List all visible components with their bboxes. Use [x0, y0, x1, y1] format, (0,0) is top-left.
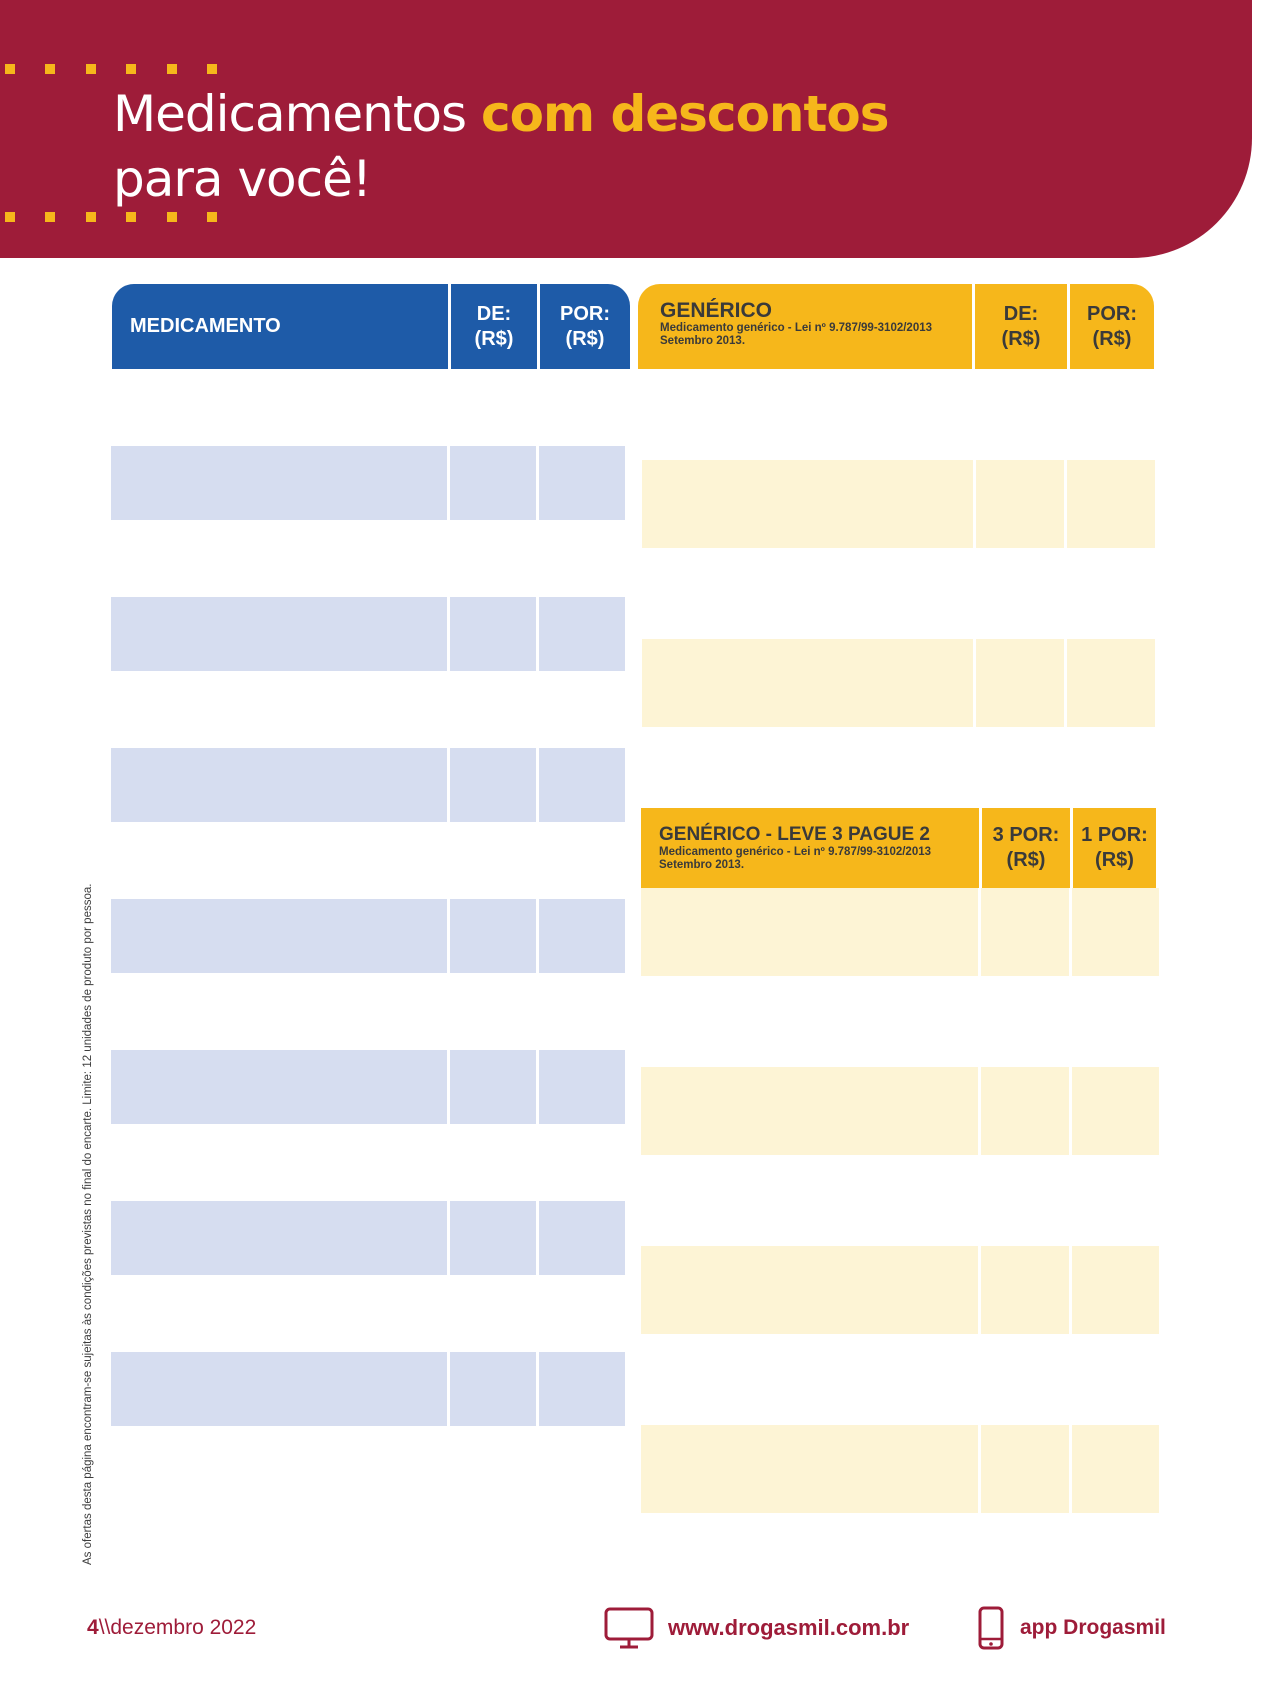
smartphone-icon: [978, 1606, 1004, 1650]
table-cell: [976, 460, 1064, 548]
table-cell: [641, 1246, 978, 1334]
generico-row: [642, 639, 1155, 727]
table-cell: [111, 748, 447, 822]
table-cell: [539, 597, 625, 671]
table-cell: [450, 1352, 536, 1426]
col-de-header: [451, 284, 537, 369]
table-cell: [111, 899, 447, 973]
table-cell: [981, 1067, 1069, 1155]
col-de-currency: (R$): [474, 327, 514, 350]
page-number: 4: [87, 1616, 99, 1639]
promo-row: [641, 1425, 1159, 1513]
table-cell: [539, 1050, 625, 1124]
medicamento-row: [111, 1050, 625, 1124]
monitor-icon: [604, 1607, 654, 1649]
table-cell: [539, 1352, 625, 1426]
table-cell: [1067, 639, 1155, 727]
generico-subtitle-line2: Setembro 2013.: [660, 335, 746, 347]
generico-col-por-currency: (R$): [1092, 327, 1132, 350]
table-cell: [111, 597, 447, 671]
generico-col-por-header: [1070, 284, 1154, 369]
generico-col-de-header: [975, 284, 1067, 369]
medicamento-row: [111, 1352, 625, 1426]
table-cell: [641, 1067, 978, 1155]
title-highlight: com descontos: [480, 85, 889, 143]
side-disclaimer: As ofertas desta página encontram-se sujeitas às condições previstas no final do encarte. Limite: 12 unidades de produto por pessoa.: [82, 883, 94, 1565]
table-cell: [641, 888, 978, 976]
table-cell: [1072, 1425, 1159, 1513]
medicamento-row: [111, 1201, 625, 1275]
generico-col-de-currency: (R$): [1001, 327, 1041, 350]
title-regular: Medicamentos: [113, 85, 481, 143]
medicamento-row: [111, 597, 625, 671]
generico-row: [642, 460, 1155, 548]
promo-col-1por-header: [1073, 808, 1156, 888]
medicamento-table-header: [112, 284, 630, 369]
generico-col-por-label: POR:: [1087, 302, 1137, 325]
promo-col-1por-label: 1 POR:: [1081, 824, 1148, 846]
table-cell: [1067, 460, 1155, 548]
table-cell: [1072, 1246, 1159, 1334]
table-cell: [539, 899, 625, 973]
medicamento-row: [111, 899, 625, 973]
medicamento-row: [111, 446, 625, 520]
footer-date: [87, 1610, 256, 1646]
table-cell: [981, 888, 1069, 976]
table-cell: [981, 1425, 1069, 1513]
medicamento-row: [111, 748, 625, 822]
col-medicamento-label: MEDICAMENTO: [130, 315, 281, 337]
col-medicamento-header: [130, 284, 440, 369]
table-cell: [450, 1050, 536, 1124]
promo-row: [641, 888, 1159, 976]
table-cell: [642, 639, 973, 727]
table-cell: [450, 597, 536, 671]
col-por-header: [540, 284, 630, 369]
table-cell: [1072, 1067, 1159, 1155]
col-por-currency: (R$): [565, 327, 605, 350]
table-cell: [1072, 888, 1159, 976]
decorative-dots-bottom: [0, 212, 230, 222]
app-link[interactable]: app Drogasmil: [1020, 1616, 1166, 1639]
generico-title: GENÉRICO: [660, 299, 773, 322]
title-line2: para você!: [113, 150, 371, 208]
table-cell: [450, 899, 536, 973]
table-cell: [642, 460, 973, 548]
generico-col-de-label: DE:: [1003, 302, 1039, 325]
promo-title: GENÉRICO - LEVE 3 PAGUE 2: [659, 824, 930, 845]
page-title: [113, 82, 889, 212]
table-cell: [450, 748, 536, 822]
issue-date: dezembro 2022: [110, 1616, 257, 1639]
table-cell: [976, 639, 1064, 727]
promo-col-1por-currency: (R$): [1095, 849, 1134, 871]
table-cell: [450, 1201, 536, 1275]
generico-table-header: [638, 284, 1154, 369]
table-cell: [450, 446, 536, 520]
promo-row: [641, 1067, 1159, 1155]
table-cell: [539, 748, 625, 822]
promo-subtitle-line2: Setembro 2013.: [659, 859, 745, 871]
decorative-dots-top: [0, 64, 230, 74]
promo-subtitle-line1: Medicamento genérico - Lei nº 9.787/99-3102/2013: [659, 846, 932, 858]
table-cell: [111, 1352, 447, 1426]
footer-website[interactable]: [604, 1610, 909, 1646]
generico-subtitle-line1: Medicamento genérico - Lei nº 9.787/99-3102/2013: [660, 322, 933, 334]
promo-col-3por-header: [982, 808, 1070, 888]
col-generico-header: [660, 300, 960, 348]
table-cell: [111, 1201, 447, 1275]
table-cell: [539, 1201, 625, 1275]
promo-row: [641, 1246, 1159, 1334]
col-de-label: DE:: [476, 302, 512, 325]
col-por-label: POR:: [560, 302, 610, 325]
table-cell: [981, 1246, 1069, 1334]
promo-col-3por-label: 3 POR:: [992, 824, 1060, 846]
promo-table-header: [641, 808, 1156, 888]
website-link[interactable]: www.drogasmil.com.br: [668, 1615, 910, 1640]
footer-separator: \\: [98, 1616, 111, 1639]
table-cell: [111, 446, 447, 520]
footer-app[interactable]: [978, 1610, 1166, 1646]
table-cell: [641, 1425, 978, 1513]
table-cell: [111, 1050, 447, 1124]
promo-col-3por-currency: (R$): [1006, 849, 1046, 871]
col-promo-header: [659, 824, 979, 872]
table-cell: [539, 446, 625, 520]
